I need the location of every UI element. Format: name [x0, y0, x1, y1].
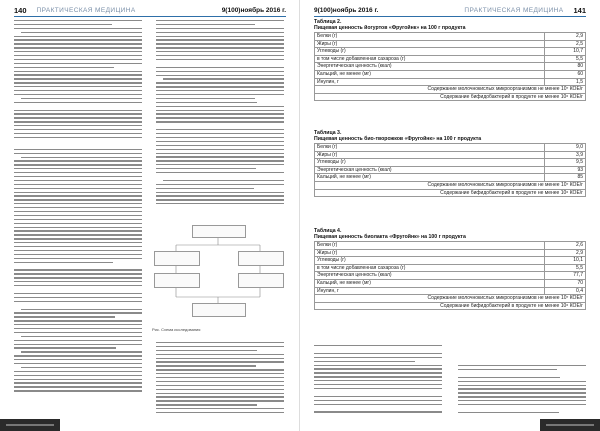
- diagram-box-group-1: [154, 251, 200, 266]
- text-line: [314, 365, 442, 366]
- table-row: [315, 55, 586, 63]
- right-page: [300, 0, 600, 431]
- text-line: [314, 357, 442, 358]
- text-line: [14, 113, 142, 114]
- text-line: [14, 24, 112, 25]
- table-3: [314, 130, 586, 197]
- text-line: [14, 39, 142, 40]
- text-line: [156, 28, 284, 29]
- text-line: [14, 219, 142, 220]
- table-row: [315, 174, 586, 182]
- text-line: [14, 273, 142, 274]
- text-line: [14, 121, 142, 122]
- text-line: [314, 384, 442, 385]
- table-3-grid: [314, 143, 586, 197]
- text-line: [14, 153, 142, 154]
- table-cell-value: 5,5: [545, 55, 586, 63]
- text-line: [156, 67, 284, 68]
- text-line: [156, 117, 284, 118]
- text-line: [314, 380, 442, 381]
- text-line: [156, 149, 284, 150]
- text-line: [14, 43, 142, 44]
- text-line: [314, 368, 442, 369]
- text-line: [14, 359, 142, 360]
- right-text-column-1: [314, 345, 442, 415]
- text-line: [314, 411, 442, 412]
- text-line: [156, 43, 284, 44]
- text-line: [156, 86, 284, 87]
- text-line: [14, 320, 142, 321]
- table-cell-label: Кальций, не менее (мг): [315, 279, 545, 287]
- text-line: [14, 246, 142, 247]
- text-line: [156, 199, 284, 200]
- table-row: [315, 287, 586, 295]
- table-3-title: Таблица 3.: [314, 130, 342, 136]
- table-summary-cell: Содержание молочнокислых микроорганизмов не менее 10⁷ КОЕ/г: [315, 295, 586, 303]
- text-line: [458, 385, 586, 386]
- text-line: [163, 180, 284, 181]
- text-line: [14, 176, 142, 177]
- table-cell-label: Белки (г): [315, 144, 545, 152]
- table-cell-label: в том числе добавленная сахароза (г): [315, 55, 545, 63]
- table-row: [315, 70, 586, 78]
- text-line: [458, 365, 586, 366]
- table-2-subtitle: Пищевая ценность йогуртов «Фругойнк» на 100 г продукта: [314, 25, 466, 31]
- text-line: [14, 382, 142, 383]
- text-line: [458, 392, 586, 393]
- right-issue: 9(100)ноябрь 2016 г.: [314, 6, 379, 14]
- text-line: [156, 361, 284, 362]
- text-line: [156, 51, 284, 52]
- table-row: [315, 40, 586, 48]
- text-line: [14, 199, 142, 200]
- text-line: [458, 381, 586, 382]
- left-page-number: 140: [14, 5, 27, 15]
- text-line: [156, 365, 256, 366]
- text-line: [14, 254, 142, 255]
- left-journal-title: ПРАКТИЧЕСКАЯ МЕДИЦИНА: [36, 6, 136, 14]
- text-line: [156, 408, 284, 409]
- text-line: [14, 28, 142, 29]
- table-4-title: Таблица 4.: [314, 228, 342, 234]
- text-line: [14, 149, 142, 150]
- text-line: [14, 355, 142, 356]
- right-text-column-2: [458, 345, 586, 416]
- table-row: [315, 279, 586, 287]
- table-cell-value: 10,7: [545, 48, 586, 56]
- table-cell-value: 9,0: [545, 144, 586, 152]
- text-line: [156, 412, 284, 413]
- table-row: [315, 63, 586, 71]
- table-summary-cell: Содержание молочнокислых микроорганизмов не менее 10⁷ КОЕ/г: [315, 86, 586, 94]
- text-line: [14, 133, 142, 134]
- text-line: [14, 67, 114, 68]
- text-line: [156, 98, 255, 99]
- text-line: [156, 94, 284, 95]
- text-line: [156, 346, 284, 347]
- table-row: [315, 48, 586, 56]
- text-line: [14, 110, 142, 111]
- text-line: [14, 293, 142, 294]
- table-row: [315, 159, 586, 167]
- text-line: [14, 168, 142, 169]
- table-cell-label: Кальций, не менее (мг): [315, 174, 545, 182]
- table-cell-value: 2,5: [545, 40, 586, 48]
- text-line: [156, 71, 284, 72]
- text-line: [21, 309, 142, 310]
- text-line: [458, 404, 586, 405]
- table-summary-row: [315, 86, 586, 94]
- text-line: [14, 238, 142, 239]
- table-cell-label: Белки (г): [315, 242, 545, 250]
- text-line: [14, 230, 142, 231]
- text-line: [156, 184, 284, 185]
- text-line: [156, 59, 284, 60]
- text-line: [14, 285, 142, 286]
- text-line: [14, 297, 142, 298]
- table-4: [314, 228, 586, 310]
- text-line: [14, 137, 142, 138]
- table-cell-value: 9,5: [545, 159, 586, 167]
- diagram-box-result: [192, 303, 246, 317]
- text-line: [14, 277, 142, 278]
- text-line: [156, 121, 284, 122]
- table-cell-label: Углеводы (г): [315, 48, 545, 56]
- left-text-column-1: [14, 20, 142, 394]
- text-line: [314, 345, 442, 346]
- table-4-grid: [314, 241, 586, 310]
- text-line: [156, 82, 284, 83]
- table-cell-label: Жиры (г): [315, 40, 545, 48]
- text-line: [156, 385, 284, 386]
- text-line: [156, 32, 284, 33]
- text-line: [14, 188, 142, 189]
- text-line: [156, 106, 284, 107]
- text-line: [156, 160, 284, 161]
- text-line: [156, 172, 284, 173]
- text-line: [21, 336, 142, 337]
- text-line: [156, 377, 284, 378]
- text-line: [156, 350, 257, 351]
- text-line: [458, 396, 586, 397]
- table-cell-value: 1,5: [545, 78, 586, 86]
- table-4-subtitle: Пищевая ценность биолакта «Фругойнк» на 100 г продукта: [314, 234, 466, 240]
- text-line: [458, 400, 586, 401]
- table-cell-value: 80: [545, 63, 586, 71]
- text-line: [14, 74, 142, 75]
- table-cell-label: Энергетическая ценность (ккал): [315, 63, 545, 71]
- text-line: [156, 369, 284, 370]
- text-line: [314, 353, 442, 354]
- text-line: [314, 361, 415, 362]
- text-line: [14, 129, 142, 130]
- table-cell-label: Инулин, г: [315, 287, 545, 295]
- text-line: [314, 404, 442, 405]
- text-line: [21, 157, 142, 158]
- text-line: [156, 137, 284, 138]
- text-line: [14, 20, 142, 21]
- table-row: [315, 249, 586, 257]
- text-line: [156, 373, 284, 374]
- text-line: [14, 117, 142, 118]
- left-issue: 9(100)ноябрь 2016 г.: [221, 6, 286, 14]
- table-2-grid: [314, 32, 586, 101]
- diagram-box-group-2: [238, 251, 284, 266]
- right-page-number: 141: [573, 5, 586, 15]
- table-cell-label: Энергетическая ценность (ккал): [315, 166, 545, 174]
- table-cell-value: 77,7: [545, 272, 586, 280]
- table-row: [315, 257, 586, 265]
- table-row: [315, 272, 586, 280]
- text-line: [21, 98, 142, 99]
- text-line: [14, 180, 142, 181]
- text-line: [14, 55, 142, 56]
- text-line: [14, 386, 142, 387]
- table-cell-value: 70: [545, 279, 586, 287]
- text-line: [14, 332, 142, 333]
- text-line: [14, 211, 142, 212]
- text-line: [14, 94, 142, 95]
- left-text-column-2-continued: [156, 342, 284, 416]
- text-line: [14, 328, 142, 329]
- text-line: [14, 192, 142, 193]
- text-line: [156, 141, 284, 142]
- table-cell-label: Кальций, не менее (мг): [315, 70, 545, 78]
- table-cell-value: 2,9: [545, 249, 586, 257]
- text-line: [156, 36, 284, 37]
- text-line: [314, 400, 442, 401]
- table-row: [315, 33, 586, 41]
- text-line: [14, 207, 142, 208]
- text-line: [458, 369, 557, 370]
- text-line: [14, 82, 142, 83]
- text-line: [156, 404, 257, 405]
- table-cell-label: Углеводы (г): [315, 257, 545, 265]
- text-line: [156, 24, 255, 25]
- text-line: [14, 379, 142, 380]
- table-cell-label: Жиры (г): [315, 151, 545, 159]
- text-line: [156, 381, 284, 382]
- text-line: [14, 78, 142, 79]
- text-line: [458, 412, 559, 413]
- text-line: [14, 234, 142, 235]
- table-row: [315, 242, 586, 250]
- text-line: [14, 347, 116, 348]
- table-row: [315, 166, 586, 174]
- table-summary-row: [315, 189, 586, 197]
- table-cell-label: Жиры (г): [315, 249, 545, 257]
- table-cell-value: 2,6: [545, 242, 586, 250]
- table-summary-cell: Содержание бифидобактерий в продукте не менее 10⁶ КОЕ/г: [315, 302, 586, 310]
- text-line: [14, 184, 142, 185]
- table-cell-value: 0,4: [545, 287, 586, 295]
- text-line: [14, 316, 115, 317]
- text-line: [14, 363, 142, 364]
- text-line: [14, 301, 142, 302]
- table-row: [315, 151, 586, 159]
- text-line: [156, 195, 284, 196]
- text-line: [458, 388, 586, 389]
- text-line: [156, 129, 284, 130]
- text-line: [14, 51, 142, 52]
- text-line: [156, 192, 284, 193]
- text-line: [156, 164, 284, 165]
- figure-caption: Рис. Схема исследования: [152, 327, 201, 332]
- table-2: [314, 19, 586, 101]
- left-text-column-2: [156, 20, 284, 207]
- text-line: [156, 168, 256, 169]
- left-footer-bar: [0, 419, 60, 431]
- text-line: [163, 78, 284, 79]
- text-line: [14, 375, 142, 376]
- text-line: [156, 47, 284, 48]
- text-line: [14, 312, 142, 313]
- table-summary-row: [315, 93, 586, 101]
- text-line: [14, 102, 142, 103]
- table-summary-row: [315, 181, 586, 189]
- text-line: [14, 59, 142, 60]
- text-line: [156, 358, 284, 359]
- table-summary-cell: Содержание бифидобактерий в продукте не менее 10⁶ КОЕ/г: [315, 93, 586, 101]
- text-line: [14, 160, 142, 161]
- table-cell-label: Энергетическая ценность (ккал): [315, 272, 545, 280]
- table-cell-value: 5,5: [545, 264, 586, 272]
- table-summary-cell: Содержание бифидобактерий в продукте не менее 10⁶ КОЕ/г: [315, 189, 586, 197]
- text-line: [14, 340, 142, 341]
- diagram-box-treatment-1: [154, 273, 200, 288]
- text-line: [314, 372, 442, 373]
- text-line: [14, 164, 142, 165]
- text-line: [156, 354, 284, 355]
- text-line: [14, 262, 113, 263]
- text-line: [21, 367, 142, 368]
- text-line: [14, 71, 142, 72]
- text-line: [14, 223, 142, 224]
- text-line: [14, 215, 142, 216]
- table-cell-value: 2,9: [545, 33, 586, 41]
- right-journal-title: ПРАКТИЧЕСКАЯ МЕДИЦИНА: [464, 6, 564, 14]
- text-line: [156, 203, 284, 204]
- text-line: [156, 20, 284, 21]
- text-line: [14, 203, 142, 204]
- diagram-box-start: [192, 225, 246, 238]
- text-line: [156, 75, 284, 76]
- text-line: [156, 90, 284, 91]
- text-line: [21, 32, 142, 33]
- text-line: [156, 188, 254, 189]
- text-line: [14, 371, 142, 372]
- text-line: [14, 390, 142, 391]
- text-line: [14, 195, 142, 196]
- table-row: [315, 78, 586, 86]
- table-cell-label: Углеводы (г): [315, 159, 545, 167]
- text-line: [21, 351, 142, 352]
- table-summary-row: [315, 302, 586, 310]
- text-line: [156, 133, 284, 134]
- table-cell-label: в том числе добавленная сахароза (г): [315, 264, 545, 272]
- table-cell-label: Белки (г): [315, 33, 545, 41]
- right-page-header: [314, 4, 586, 17]
- text-line: [14, 269, 142, 270]
- text-line: [14, 47, 142, 48]
- text-line: [314, 396, 442, 397]
- text-line: [14, 344, 142, 345]
- text-line: [14, 86, 142, 87]
- text-line: [156, 396, 284, 397]
- text-line: [156, 153, 284, 154]
- text-line: [14, 242, 142, 243]
- study-flow-diagram: [152, 223, 284, 323]
- text-line: [458, 377, 560, 378]
- text-line: [156, 39, 284, 40]
- text-line: [156, 389, 284, 390]
- table-row: [315, 264, 586, 272]
- text-line: [156, 145, 284, 146]
- left-page-header: [14, 4, 286, 17]
- text-line: [14, 250, 142, 251]
- right-footer-bar: [540, 419, 600, 431]
- table-summary-cell: Содержание молочнокислых микроорганизмов не менее 10⁷ КОЕ/г: [315, 181, 586, 189]
- text-line: [156, 110, 284, 111]
- text-line: [14, 172, 142, 173]
- text-line: [14, 125, 142, 126]
- text-line: [156, 393, 284, 394]
- text-line: [14, 36, 142, 37]
- table-summary-row: [315, 295, 586, 303]
- text-line: [14, 324, 142, 325]
- text-line: [14, 63, 142, 64]
- diagram-box-treatment-2: [238, 273, 284, 288]
- table-2-title: Таблица 2.: [314, 19, 342, 25]
- text-line: [314, 376, 442, 377]
- text-line: [156, 156, 284, 157]
- text-line: [156, 342, 284, 343]
- table-cell-value: 85: [545, 174, 586, 182]
- text-line: [156, 102, 257, 103]
- text-line: [14, 90, 142, 91]
- text-line: [156, 400, 284, 401]
- table-cell-value: 10,1: [545, 257, 586, 265]
- table-cell-value: 60: [545, 70, 586, 78]
- text-line: [314, 388, 442, 389]
- text-line: [156, 55, 284, 56]
- text-line: [14, 258, 142, 259]
- table-cell-value: 93: [545, 166, 586, 174]
- table-cell-label: Инулин, г: [315, 78, 545, 86]
- text-line: [14, 227, 142, 228]
- text-line: [156, 113, 284, 114]
- table-cell-value: 3,9: [545, 151, 586, 159]
- text-line: [14, 281, 142, 282]
- table-row: [315, 144, 586, 152]
- table-3-subtitle: Пищевая ценность био-творожков «Фругойнк» на 100 г продукта: [314, 136, 482, 142]
